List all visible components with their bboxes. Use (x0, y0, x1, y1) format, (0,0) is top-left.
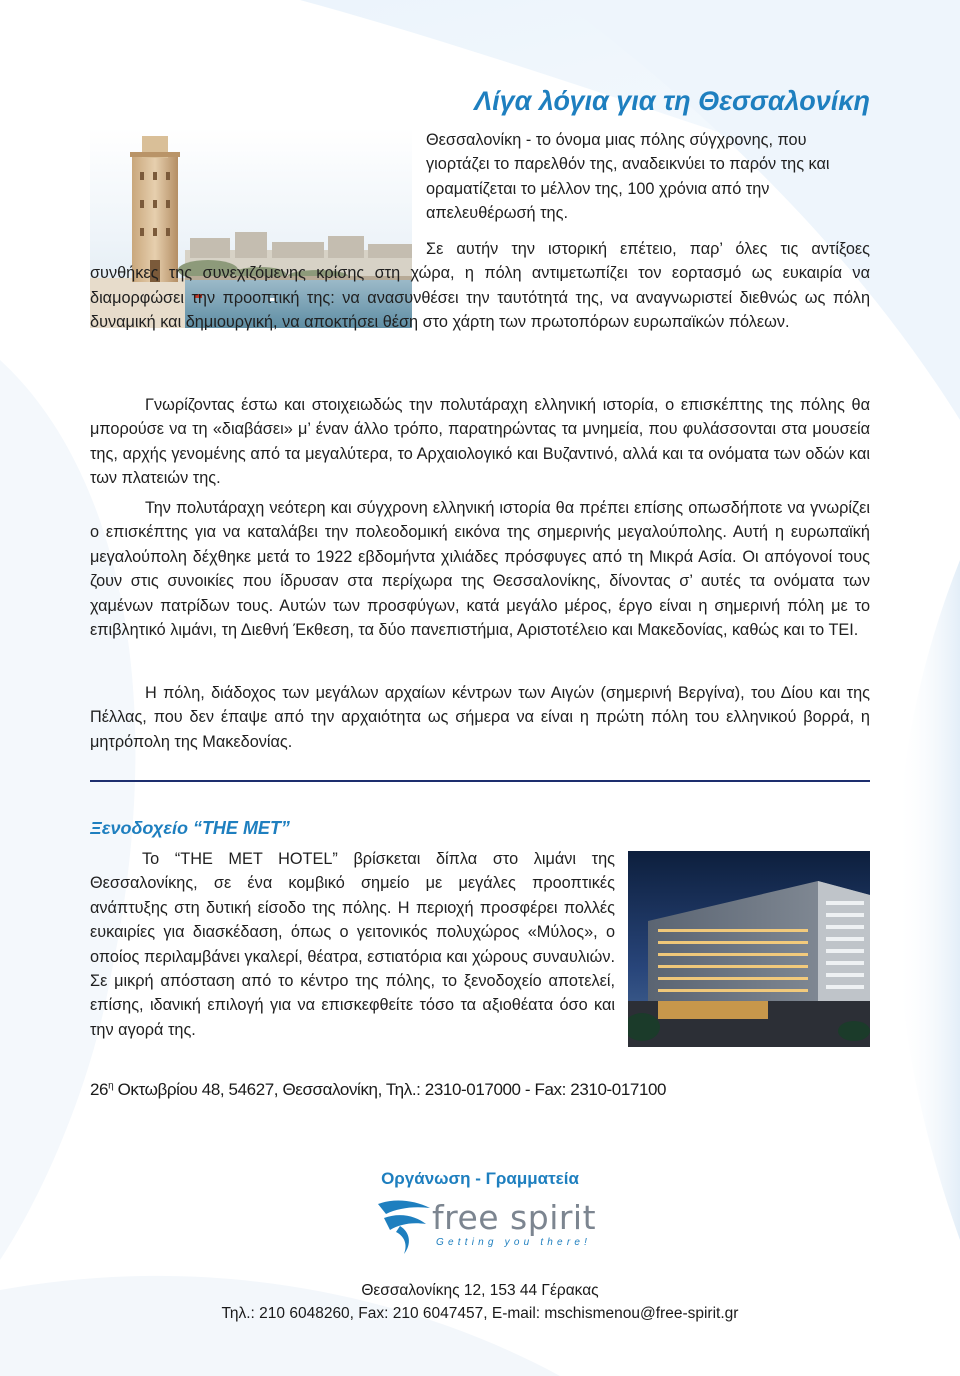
free-spirit-logo (370, 1196, 600, 1256)
address-rest: Οκτωβρίου 48, 54627, Θεσσαλονίκη, Τηλ.: 2310-017000 - Fax: 2310-017100 (113, 1080, 667, 1099)
address-superscript: η (108, 1080, 114, 1092)
section-divider (90, 780, 870, 782)
organizer-title: Οργάνωση - Γραμματεία (381, 1169, 579, 1188)
organizer-contact: Τηλ.: 210 6048260, Fax: 210 6047457, E-mail: mschismenou@free-spirit.gr (221, 1305, 739, 1322)
history-paragraph: Γνωρίζοντας έστω και στοιχειωδώς την πολυτάραχη ελληνική ιστορία, ο επισκέπτης της πόλης θα μπορούσε να τη «διαβάσει» μ’ έναν άλλο τρόπο, παρατηρώντας τα μνημεία, που φυλάσσονται στα μουσεία της, αρχής γενομένης από τα μεγαλύτερα, το Αρχαιολογικό και Βυζαντινό, αλλά και τα ονόματα των οδών και των πλατειών της. (90, 396, 870, 488)
address-number: 26 (90, 1080, 109, 1099)
hotel-address (90, 1080, 666, 1100)
hotel-description: Το “THE MET HOTEL” βρίσκεται δίπλα στο λιμάνι της Θεσσαλονίκης, σε ένα κομβικό σημείο με μεγάλες προοπτικές ανάπτυξης στη δυτική είσοδο της πόλης. Η περιοχή προσφέρει πολλές ευκαιρίες για διασκέδαση, όπως ο γειτονικός πολυχώρος «Μύλος», ο οποίος περιλαμβάνει γκαλερί, θέατρα, εστιατόρια και χώρους συναυλιών. Σε μικρή απόσταση από το κέντρο της πόλης, το ξενοδοχείο αποτελεί, επίσης, ιδανική επιλογή για να επισκεφθείτε τόσο τα αξιοθέατα όσο και την αγορά της. (90, 850, 615, 1039)
intro-paragraph-1: Θεσσαλονίκη - το όνομα μιας πόλης σύγχρονης, που γιορτάζει το παρελθόν της, αναδεικνύει το παρόν της και οραματίζεται το μέλλον της, 100 χρόνια από την απελευθέρωσή της. (426, 131, 830, 223)
met-hotel-photo (628, 851, 870, 1047)
logo-tagline: Getting you there! (436, 1237, 592, 1248)
intro-paragraph-2: Σε αυτήν την ιστορική επέτειο, παρ’ όλες τις αντίξοες συνθήκες της συνεχιζόμενης κρίσης στη χώρα, η πόλη αντιμετωπίζει τον εορτασμό ως ευκαιρία να διαμορφώσει την προοπτική της: να ανασυνθέσει την ταυτότητά της, να αναγνωριστεί διεθνώς ως πόλη δυναμική και δημιουργική, να αποκτήσει θέση στο χάρτη των πρωτοπόρων ευρωπαϊκών πόλεων. (90, 240, 870, 332)
ancient-heritage-paragraph: Η πόλη, διάδοχος των μεγάλων αρχαίων κέντρων των Αιγών (σημερινή Βεργίνα), του Δίου και της Πέλλας, που δεν έπαψε από την αρχαιότητα ως σήμερα να είναι η πρώτη πόλη του ελληνικού βορρά, η μητρόπολη της Μακεδονίας. (90, 684, 870, 751)
organizer-address: Θεσσαλονίκης 12, 153 44 Γέρακας (361, 1282, 599, 1299)
page-title: Λίγα λόγια για τη Θεσσαλονίκη (474, 86, 870, 116)
modern-history-paragraph: Την πολυτάραχη νεότερη και σύγχρονη ελληνική ιστορία θα πρέπει επίσης οπωσδήποτε να γνωρίζει ο επισκέπτης για να καταλάβει την πολεοδομική εικόνα της σημερινής μεγαλούπολης. Αυτή η ευρωπαϊκή μεγαλούπολη δέχθηκε μετά το 1922 εβδομήντα χιλιάδες πρόσφυγες από τη Μικρά Ασία. Οι απόγονοί τους ζουν στις συνοικίες που ίδρυσαν στα περίχωρα της Θεσσαλονίκης, δίνοντας σ’ αυτές τα ονόματα των χαμένων πατρίδων τους. Αυτών των προσφύγων, κατά μεγάλο μέρος, έργο είναι η σημερινή πόλη με το επιβλητικό λιμάνι, τη Διεθνή Έκθεση, τα δύο πανεπιστήμια, Αριστοτέλειο και Μακεδονίας, καθώς και το ΤΕΙ. (90, 499, 870, 640)
logo-name: free spirit (432, 1198, 597, 1237)
hotel-heading: Ξενοδοχείο “THE MET” (90, 818, 290, 838)
free-spirit-logo-mark-icon (370, 1196, 440, 1256)
